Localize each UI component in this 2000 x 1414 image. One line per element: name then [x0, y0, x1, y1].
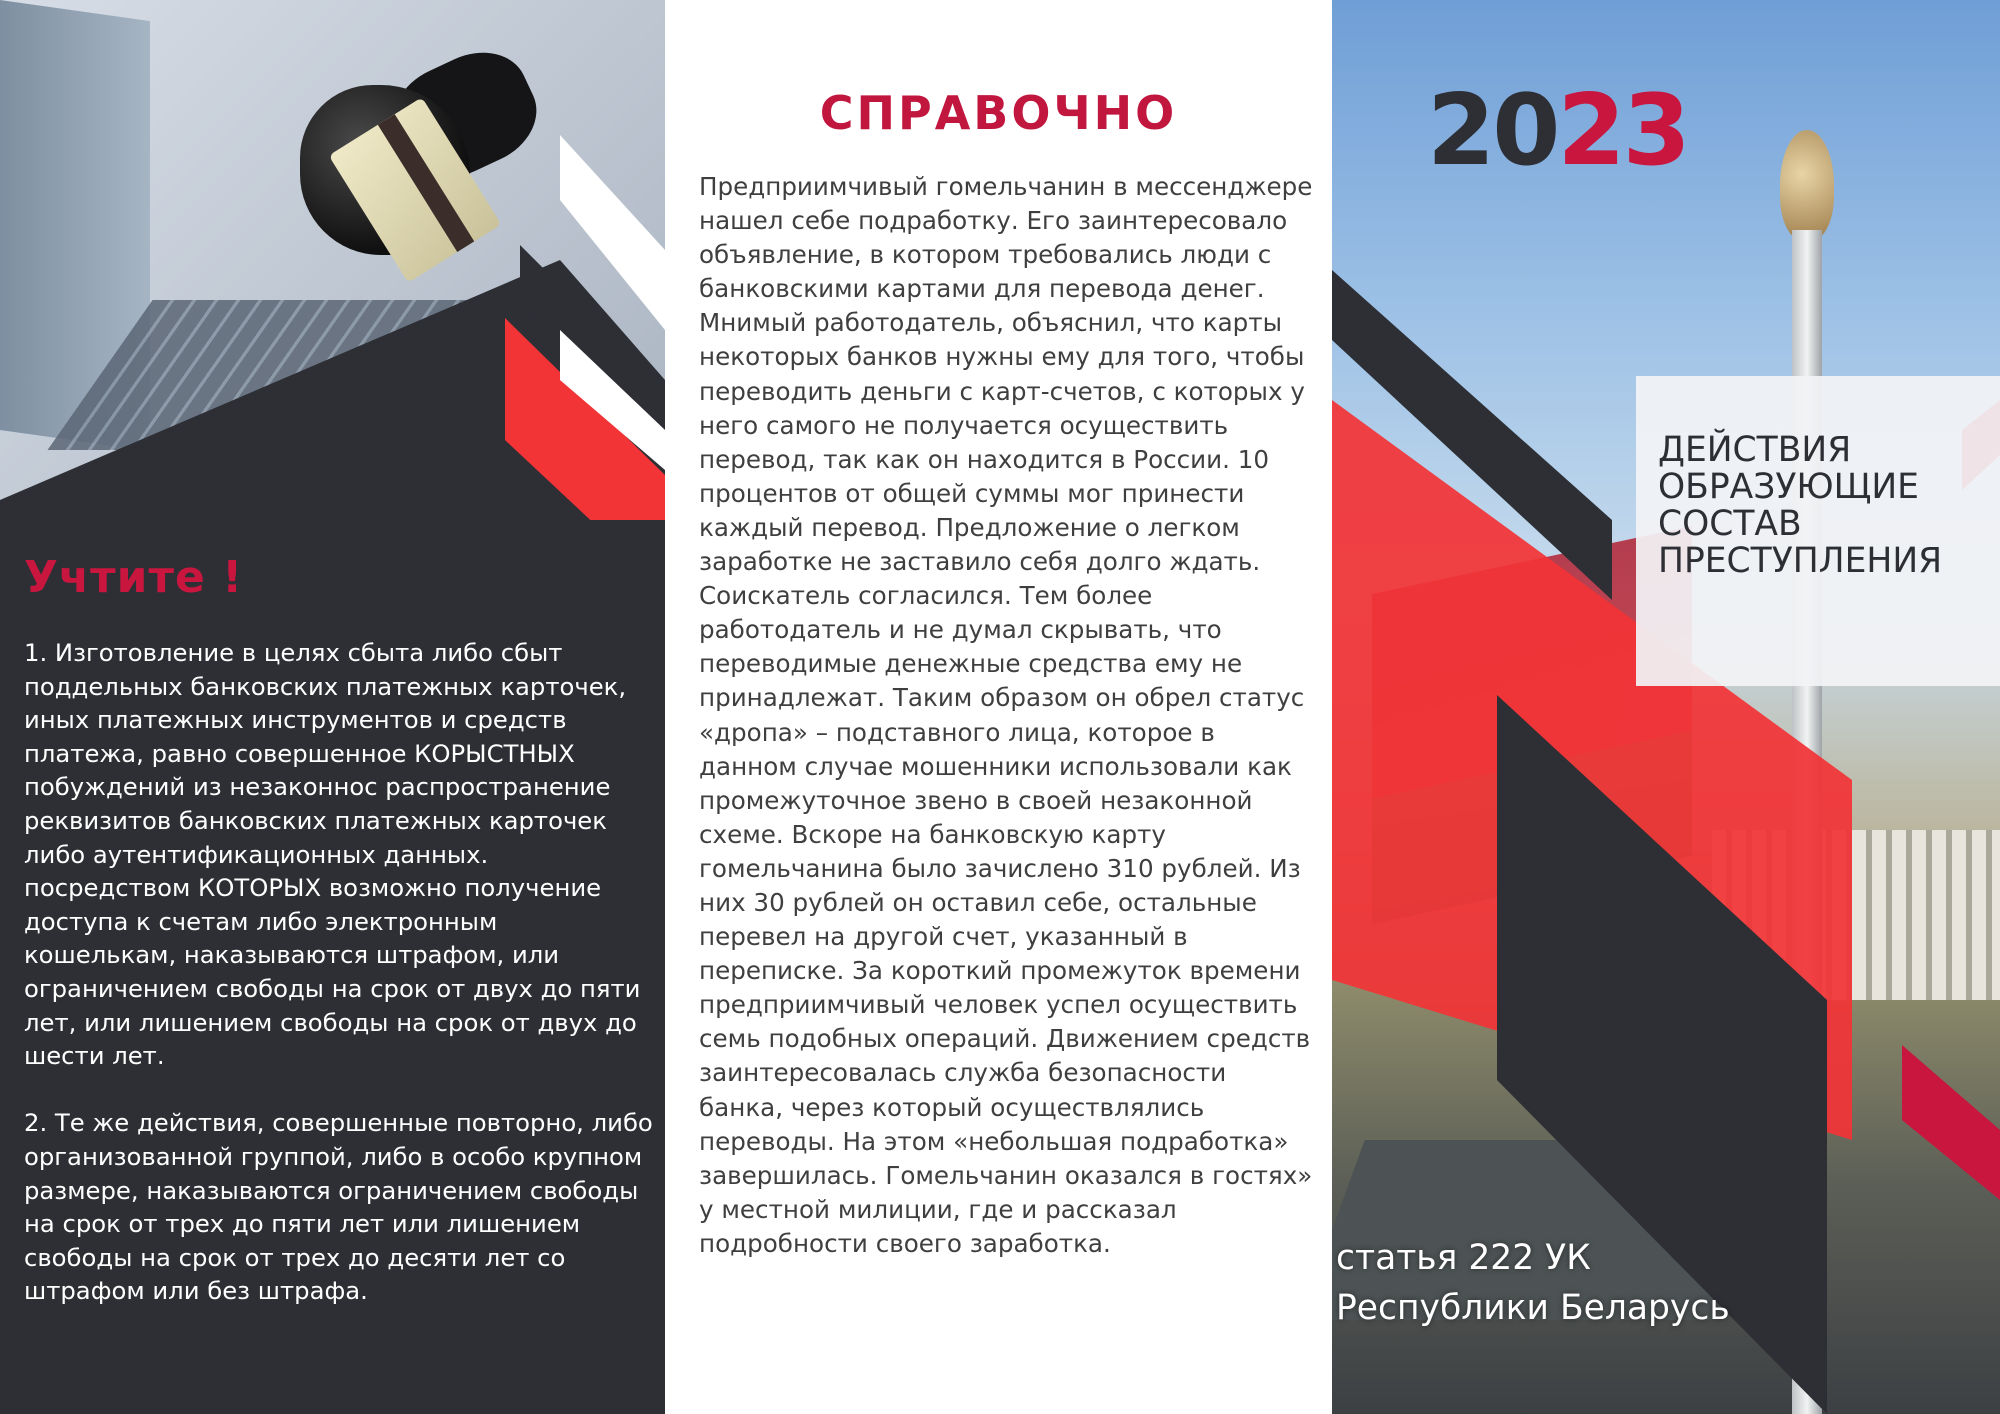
- article-line-2: Республики Беларусь: [1336, 1288, 1730, 1328]
- left-decor-stripes: [0, 0, 665, 520]
- year-part-1: 20: [1427, 74, 1558, 188]
- middle-panel: [665, 0, 1332, 1414]
- red-stripe-3: [1902, 1045, 2000, 1200]
- title-box: [1636, 376, 2000, 686]
- right-decor-stripes: [1332, 0, 2000, 1414]
- year-title: [1427, 74, 1688, 188]
- box-title: ДЕЙСТВИЯ ОБРАЗУЮЩИЕ СОСТАВ ПРЕСТУПЛЕНИЯ: [1658, 430, 1943, 581]
- paragraph-2: 2. Те же действия, совершенные повторно, либо организованной группой, либо в особо крупном размере, наказываются ограничением свободы на срок от трех до пяти лет или лишением свободы на срок от трех до десяти лет со штрафом или без штрафа.: [24, 1108, 653, 1306]
- right-panel: [1332, 0, 2000, 1414]
- left-title: Учтите !: [24, 552, 244, 603]
- middle-body-text: Предприимчивый гомельчанин в мессенджере нашел себе подработку. Его заинтересовало объявление, в котором требовались люди с банковскими картами для перевода денег. Мнимый работодатель, объяснил, что карты некоторых банков нужны ему для того, чтобы переводить деньги с карт-счетов, с которых у него самого не получается осуществить перевод, так как он находится в России. 10 процентов от общей суммы мог принести каждый перевод. Предложение о легком заработке не заставило себя долго ждать. Соискатель согласился. Тем более работодатель и не думал скрывать, что переводимые денежные средства ему не принадлежат. Таким образом он обрел статус «дропа» – подставного лица, которое в данном случае мошенники использовали как промежуточное звено в своей незаконной схеме. Вскоре на банковскую карту гомельчанина было зачислено 310 рублей. Из них 30 рублей он оставил себе, остальные перевел на другой счет, указанный в переписке. За короткий промежуток времени предприимчивый человек успел осуществить семь подобных операций. Движением средств заинтересовалась служба безопасности банка, через который осуществлялись переводы. На этом «небольшая подработка» завершилась. Гомельчанин оказался в гостях» у местной милиции, где и рассказал подробности своего заработка.: [699, 172, 1313, 1258]
- paragraph-1: 1. Изготовление в целях сбыта либо сбыт поддельных банковских платежных карточек, иных платежных инструментов и средств платежа, равно совершенное КОРЫСТНЫХ побуждений из незаконнос распространение реквизитов банковских платежных карточек либо аутентификационных данных. посредством КОТОРЫХ возможно получение доступа к счетам либо электронным кошелькам, наказываются штрафом, или ограничением свободы на срок от двух до пяти лет, или лишением свободы на срок от двух до шести лет.: [24, 638, 641, 1071]
- year-part-2: 23: [1557, 74, 1688, 188]
- left-panel: [0, 0, 665, 1414]
- article-line-1: статья 222 УК: [1336, 1238, 1591, 1278]
- left-body-text: [24, 636, 654, 1308]
- article-reference: [1336, 1233, 1730, 1333]
- middle-title: СПРАВОЧНО: [819, 86, 1178, 140]
